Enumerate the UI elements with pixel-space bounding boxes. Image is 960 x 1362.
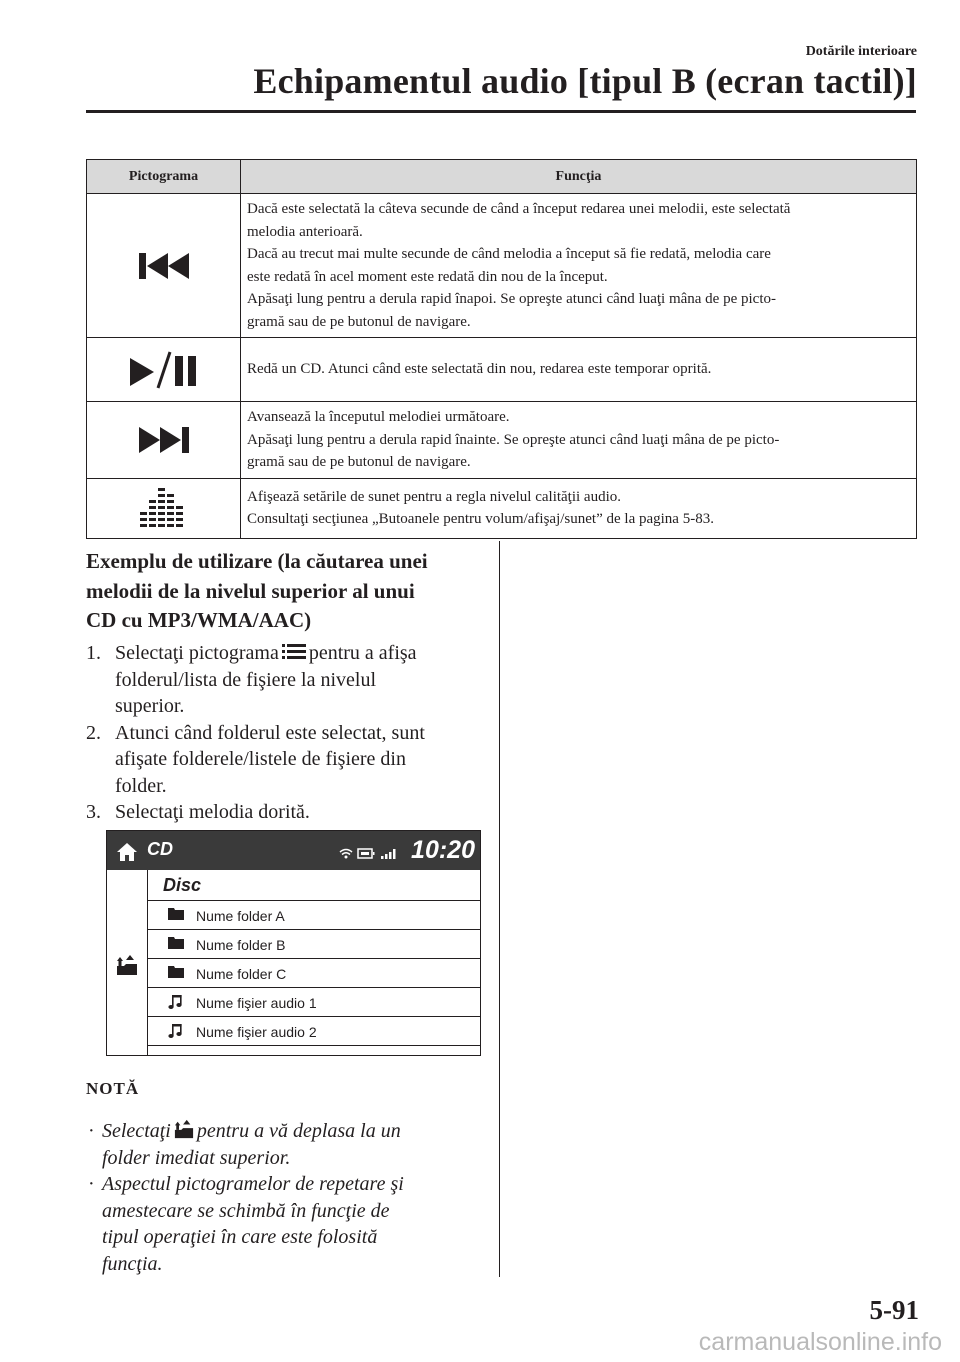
folder-icon (168, 907, 184, 921)
music-note-icon (168, 1023, 184, 1039)
function-text: Dacă este selectată la câteva secunde de când a început redarea unei melodii, este selectată (247, 201, 791, 217)
example-heading (86, 547, 486, 636)
function-text: Redă un CD. Atunci când este selectată din nou, redarea este temporar oprită. (247, 361, 712, 378)
step-line: superior. (115, 695, 185, 717)
note-text: Selectaţi (102, 1120, 171, 1142)
screen-left-panel (107, 870, 148, 1056)
note-line: folder imediat superior. (102, 1146, 291, 1169)
cd-browser-screen (106, 830, 481, 1056)
function-cell (241, 402, 917, 479)
function-text: Apăsaţi lung pentru a derula rapid înapoi. Se opreşte atunci când luaţi mâna de pe picto- (247, 291, 776, 307)
list-item[interactable] (148, 1016, 480, 1045)
column-header-function: Funcţia (241, 160, 917, 194)
step-text: pentru a afişa (308, 642, 417, 664)
note-line: amestecare se schimbă în funcţie de (102, 1199, 390, 1222)
step-number: 2. (86, 721, 101, 744)
page-title: Echipamentul audio [tipul B (ecran tactil)] (253, 61, 917, 101)
note-line (102, 1118, 486, 1145)
icon-cell (87, 478, 241, 538)
folder-icon (168, 936, 184, 950)
example-heading-line: CD cu MP3/WMA/AAC) (86, 608, 312, 632)
function-text: melodia anterioară. (247, 223, 363, 240)
step-line: folder. (115, 774, 167, 797)
function-text: Apăsaţi lung pentru a derula rapid înainte. Se opreşte atunci când luaţi mâna de pe picto- (247, 431, 780, 448)
source-label: CD (147, 839, 173, 859)
note-line: tipul operaţiei în care este folosită (102, 1226, 378, 1248)
function-text: gramă sau de pe butonul de navigare. (247, 454, 471, 470)
header-rule (86, 110, 916, 113)
step-number: 1. (86, 642, 101, 664)
list-item-label: Nume folder C (196, 966, 287, 982)
function-text: Dacă au trecut mai multe secunde de când melodia a început să fie redată, melodia care (247, 246, 771, 262)
skip-back-icon (131, 251, 197, 281)
note-heading: NOTĂ (86, 1079, 140, 1098)
list-item-label: Nume fişier audio 2 (196, 1024, 317, 1040)
step-item (86, 640, 486, 720)
list-heading: Disc (163, 875, 202, 895)
list-item-label: Nume folder B (196, 937, 286, 953)
step-item (86, 799, 486, 826)
icon-cell (87, 194, 241, 338)
skip-forward-icon (131, 425, 197, 455)
step-line: afişate folderele/listele de fişiere din (115, 748, 406, 770)
note-text: pentru a vă deplasa la un (196, 1120, 401, 1142)
bullet: · (88, 1173, 95, 1195)
step-line: Atunci când folderul este selectat, sunt (115, 721, 425, 744)
column-header-icon: Pictograma (87, 160, 241, 194)
list-item[interactable] (148, 987, 480, 1016)
function-text: Afişează setările de sunet pentru a regla nivelul calităţii audio. (247, 488, 622, 505)
home-icon[interactable] (116, 842, 138, 862)
note-list (86, 1118, 486, 1277)
list-item-label: Nume fişier audio 1 (196, 995, 317, 1011)
list-item[interactable] (148, 958, 480, 987)
play-pause-icon (124, 350, 204, 390)
function-cell (241, 194, 917, 338)
sound-settings-icon (136, 486, 192, 530)
note-line: Aspectul pictogramelor de repetare şi (102, 1173, 404, 1195)
status-bar (107, 831, 480, 870)
list-item-label: Nume folder A (196, 908, 285, 924)
step-text: Selectaţi pictograma (115, 642, 279, 664)
folder-icon (168, 965, 184, 979)
step-line: Selectaţi melodia dorită. (115, 801, 310, 823)
table-row (87, 338, 917, 402)
list-item[interactable] (148, 900, 480, 929)
function-text: Consultaţi secţiunea „Butoanele pentru volum/afişaj/sunet” de la pagina 5-83. (247, 511, 714, 527)
music-note-icon (168, 994, 184, 1010)
file-list (148, 900, 480, 1055)
function-cell (241, 478, 917, 538)
table-row (87, 478, 917, 538)
icon-function-table (86, 159, 917, 539)
folder-up-icon (174, 1119, 194, 1139)
icon-cell (87, 338, 241, 402)
section-label: Dotările interioare (805, 44, 917, 59)
page-number: 5-91 (869, 1295, 919, 1325)
function-text: este redată în acel moment este redată din nou de la început. (247, 268, 608, 285)
bullet: · (88, 1120, 95, 1142)
table-row (87, 194, 917, 338)
function-cell (241, 338, 917, 402)
function-text: gramă sau de pe butonul de navigare. (247, 313, 471, 330)
example-heading-line: melodii de la nivelul superior al unui (86, 578, 415, 603)
list-icon (282, 643, 306, 661)
table-row (87, 402, 917, 479)
icon-cell (87, 402, 241, 479)
function-text: Avansează la începutul melodiei următoare. (247, 409, 510, 425)
column-divider (499, 541, 500, 1277)
steps-list (86, 640, 486, 826)
list-item-empty (148, 1045, 480, 1055)
step-line (115, 640, 486, 667)
note-line: funcţia. (102, 1252, 163, 1275)
note-item (86, 1171, 486, 1277)
step-line: folderul/lista de fişiere la nivelul (115, 668, 377, 691)
signal-status-icons (338, 846, 400, 860)
clock: 10:20 (411, 836, 475, 864)
step-number: 3. (86, 801, 101, 823)
watermark: carmanualsonline.info (698, 1328, 942, 1356)
example-heading-line: Exemplu de utilizare (la căutarea unei (86, 549, 428, 573)
note-item (86, 1118, 486, 1171)
folder-up-icon[interactable] (116, 954, 138, 976)
list-item[interactable] (148, 929, 480, 958)
step-item (86, 720, 486, 800)
